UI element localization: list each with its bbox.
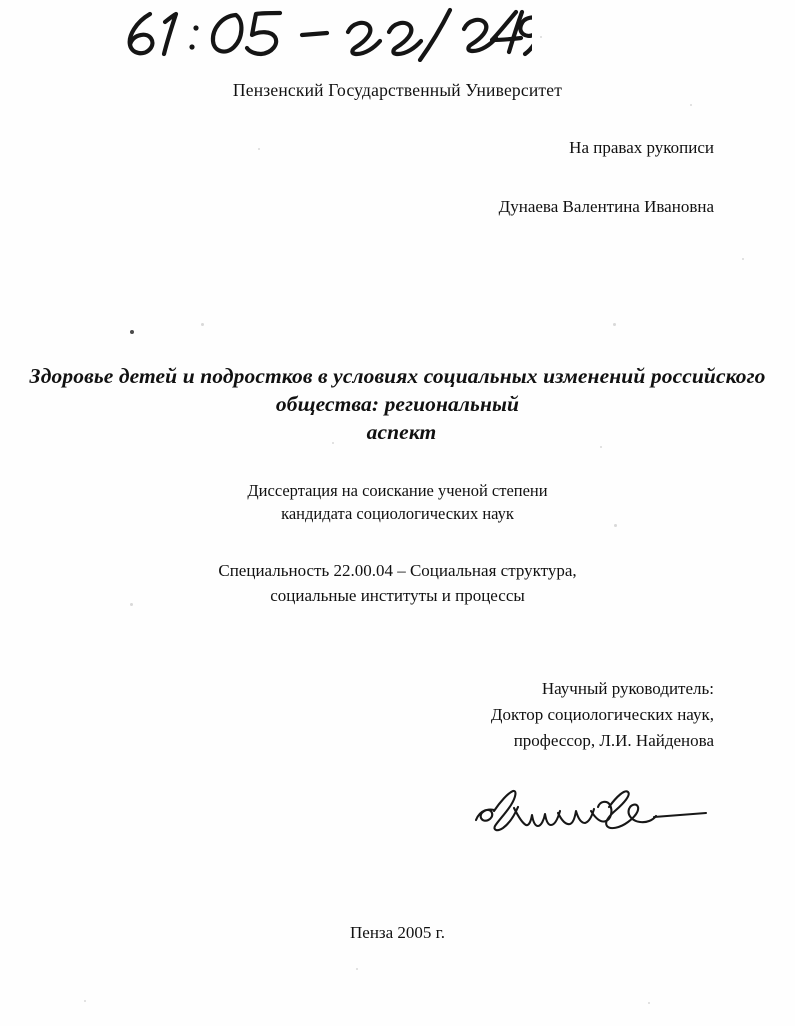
specialty-line-1: Специальность 22.00.04 – Социальная структура, [218, 561, 577, 580]
scan-speckle [613, 323, 616, 326]
scan-speckle [356, 968, 358, 970]
place-and-year: Пенза 2005 г. [350, 923, 445, 942]
scan-speckle [600, 446, 602, 448]
handwritten-signature-icon [470, 780, 720, 842]
scan-speckle [84, 1000, 86, 1002]
title-line-3: аспект [366, 420, 437, 444]
scan-speckle [201, 323, 204, 326]
title-line-2: изменений российского общества: региональный [275, 364, 766, 416]
title-line-1: Здоровье детей и подростков в условиях социальных [29, 364, 538, 388]
scan-speckle [332, 442, 334, 444]
supervisor-line-2: Доктор социологических наук, [490, 705, 714, 724]
supervisor-line-1: Научный руководитель: [541, 679, 714, 698]
author-name: Дунаева Валентина Ивановна [498, 197, 714, 216]
scan-speckle [540, 36, 542, 38]
specialty-statement [0, 558, 795, 608]
scan-speckle [258, 148, 260, 150]
scan-speckle [130, 330, 134, 334]
scan-speckle [130, 603, 133, 606]
scan-speckle [742, 258, 744, 260]
handwritten-archive-number [112, 2, 532, 62]
dissertation-title [0, 362, 795, 446]
institution-name: Пензенский Государственный Университет [232, 80, 563, 100]
scan-speckle [690, 104, 692, 106]
degree-line-2: кандидата социологических наук [281, 504, 514, 523]
degree-statement [0, 479, 795, 525]
manuscript-note: На правах рукописи [569, 138, 714, 157]
supervisor-line-3: профессор, Л.И. Найденова [513, 731, 714, 750]
scan-speckle [648, 1002, 650, 1004]
specialty-line-2: социальные институты и процессы [270, 586, 525, 605]
supervisor-block [491, 676, 714, 754]
degree-line-1: Диссертация на соискание ученой степени [247, 481, 548, 500]
scan-speckle [614, 524, 617, 527]
